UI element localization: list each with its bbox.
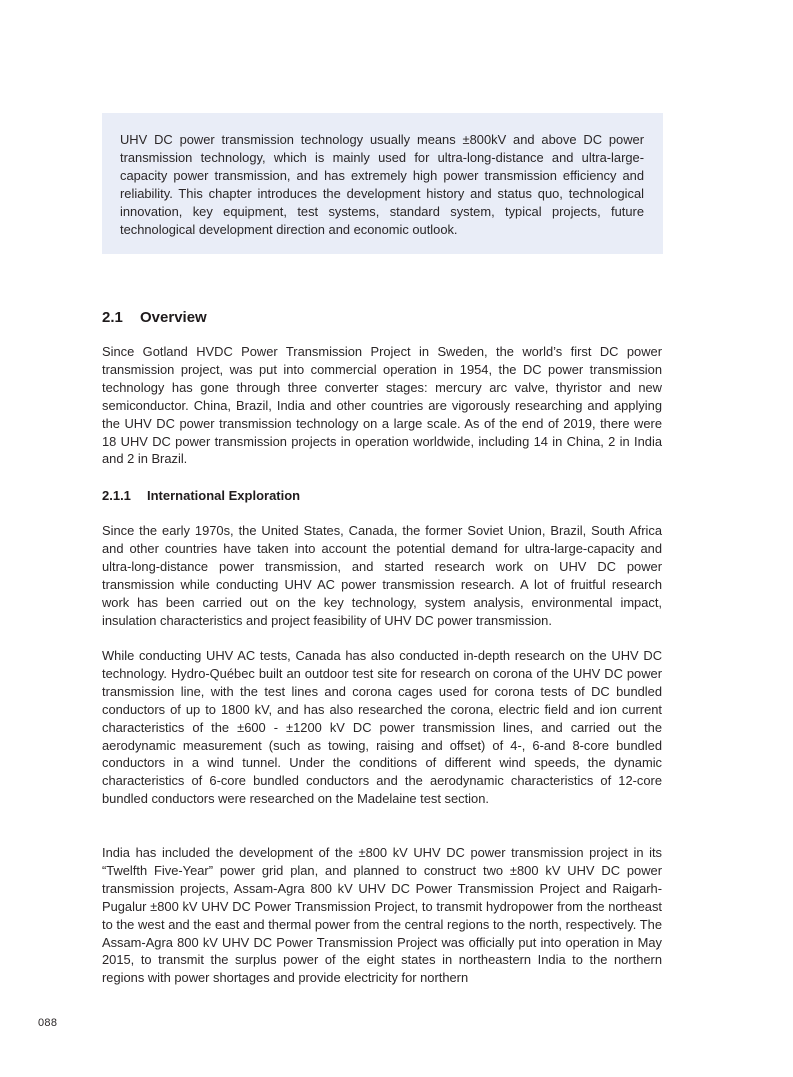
chapter-abstract-box — [102, 113, 663, 254]
subsection-number: 2.1.1 — [102, 488, 131, 503]
chapter-abstract-text: UHV DC power transmission technology usually means ±800kV and above DC power transmission technology, which is mainly used for ultra-long-distance and ultra-large-capacity power transmission, and has extremely high power transmission efficiency and reliability. This chapter introduces the development history and status quo, technological innovation, key equipment, test systems, standard system, typical projects, future technological development direction and economic outlook. — [120, 132, 644, 237]
section-heading — [102, 309, 207, 326]
body-paragraph: While conducting UHV AC tests, Canada has also conducted in-depth research on the UHV DC technology. Hydro-Québec built an outdoor test site for research on corona of the UHV DC power transmission line, with the test lines and corona cages used for corona tests of DC bundled conductors of up to 1800 kV, and has also researched the corona, electric field and ion current characteristics of the ±600 - ±1200 kV DC power transmission lines, and carried out the aerodynamic measurement (such as towing, raising and offset) of 4-, 6-and 8-core bundled conductors in a wind tunnel. Under the conditions of different wind speeds, the dynamic characteristics of 6-core bundled conductors and the aerodynamic characteristics of 12-core bundled conductors were researched on the Madelaine test section. — [102, 648, 662, 807]
section-title: Overview — [140, 309, 207, 326]
subsection-heading — [102, 488, 300, 503]
body-paragraph: India has included the development of the ±800 kV UHV DC power transmission project in its “Twelfth Five-Year” power grid plan, and planned to construct two ±800 kV UHV DC power transmission projects, Assam-Agra 800 kV UHV DC Power Transmission Project and Raigarh-Pugalur ±800 kV UHV DC Power Transmission Project, to transmit hydropower from the northeast to the west and the east and thermal power from the central regions to the north, respectively. The Assam-Agra 800 kV UHV DC Power Transmission Project was officially put into operation in May 2015, to transmit the surplus power of the eight states in northeastern India to the northern regions with power shortages and provide electricity for northern — [102, 845, 662, 986]
body-paragraph: Since the early 1970s, the United States, Canada, the former Soviet Union, Brazil, South Africa and other countries have taken into account the potential demand for ultra-large-capacity and ultra-long-distance power transmission, and started research work on UHV DC power transmission while conducting UHV AC power transmission research. A lot of fruitful research work has been carried out on the key technology, system analysis, environmental impact, insulation characteristics and project feasibility of UHV DC power transmission. — [102, 523, 662, 628]
section-number: 2.1 — [102, 309, 123, 326]
overview-paragraph: Since Gotland HVDC Power Transmission Project in Sweden, the world’s first DC power transmission project, was put into commercial operation in 1954, the DC power transmission technology has gone through three converter stages: mercury arc valve, thyristor and new semiconductor. China, Brazil, India and other countries are vigorously researching and applying the UHV DC power transmission technology on a large scale. As of the end of 2019, there were 18 UHV DC power transmission projects in operation worldwide, including 14 in China, 2 in India and 2 in Brazil. — [102, 344, 662, 467]
page-number: 088 — [38, 1017, 58, 1029]
subsection-title: International Exploration — [147, 488, 301, 503]
